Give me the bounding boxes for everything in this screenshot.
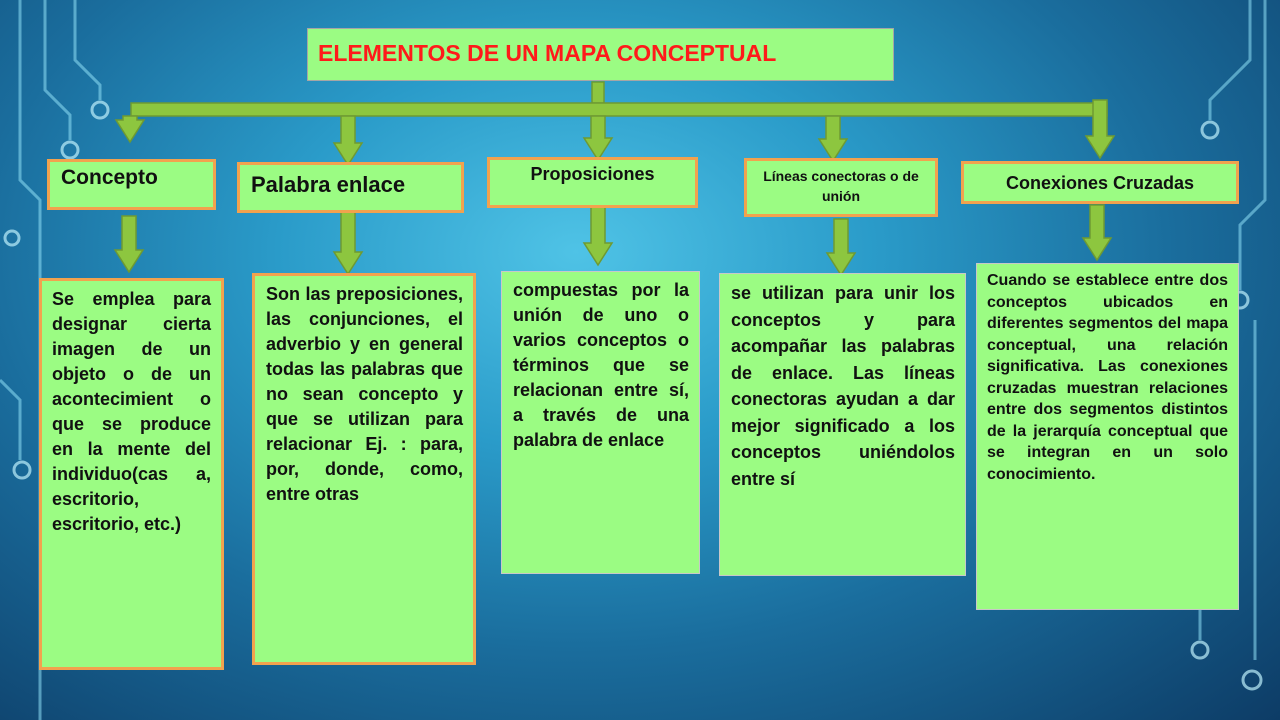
diagram-title: ELEMENTOS DE UN MAPA CONCEPTUAL bbox=[307, 28, 894, 81]
arrow-to-lineas-conectoras bbox=[819, 116, 847, 161]
description-conexiones-cruzadas: Cuando se establece entre dos conceptos ubicados en diferentes segmentos del mapa conceptual, una relación significativa. Las conexiones cruzadas muestran relaciones entre dos segmentos distintos de la jerarquía conceptual que se integran en un solo conocimiento. bbox=[976, 263, 1239, 610]
arrow-to-palabra-enlace bbox=[334, 116, 362, 165]
arrow-lineas-to-description bbox=[827, 219, 855, 275]
arrow-palabra-enlace-to-description bbox=[334, 211, 362, 274]
heading-conexiones-cruzadas: Conexiones Cruzadas bbox=[961, 161, 1239, 204]
heading-proposiciones: Proposiciones bbox=[487, 157, 698, 208]
description-palabra-enlace: Son las preposiciones, las conjunciones, el adverbio y en general todas las palabras que no sean concepto y que se utilizan para relacionar Ej. : para, por, donde, como, entre otras bbox=[252, 273, 476, 665]
arrow-to-proposiciones bbox=[584, 116, 612, 160]
arrow-conexiones-to-description bbox=[1083, 205, 1111, 260]
heading-palabra-enlace: Palabra enlace bbox=[237, 162, 464, 213]
arrow-proposiciones-to-description bbox=[584, 207, 612, 265]
arrow-to-concepto bbox=[116, 116, 144, 142]
heading-concepto: Concepto bbox=[47, 159, 216, 210]
horizontal-connector-bar bbox=[131, 103, 1107, 116]
arrow-concepto-to-description bbox=[115, 216, 143, 272]
description-proposiciones: compuestas por la unión de uno o varios conceptos o términos que se relacionan entre sí, a través de una palabra de enlace bbox=[501, 271, 700, 574]
title-stem bbox=[592, 82, 604, 103]
description-concepto: Se emplea para designar cierta imagen de un objeto o de un acontecimient o que se produce en la mente del individuo(cas a, escritorio, escritorio, etc.) bbox=[39, 278, 224, 670]
description-lineas-conectoras: se utilizan para unir los conceptos y para acompañar las palabras de enlace. Las líneas conectoras ayudan a dar mejor significado a los conceptos uniéndolos entre sí bbox=[719, 273, 966, 576]
heading-lineas-conectoras: Líneas conectoras o de unión bbox=[744, 158, 938, 217]
